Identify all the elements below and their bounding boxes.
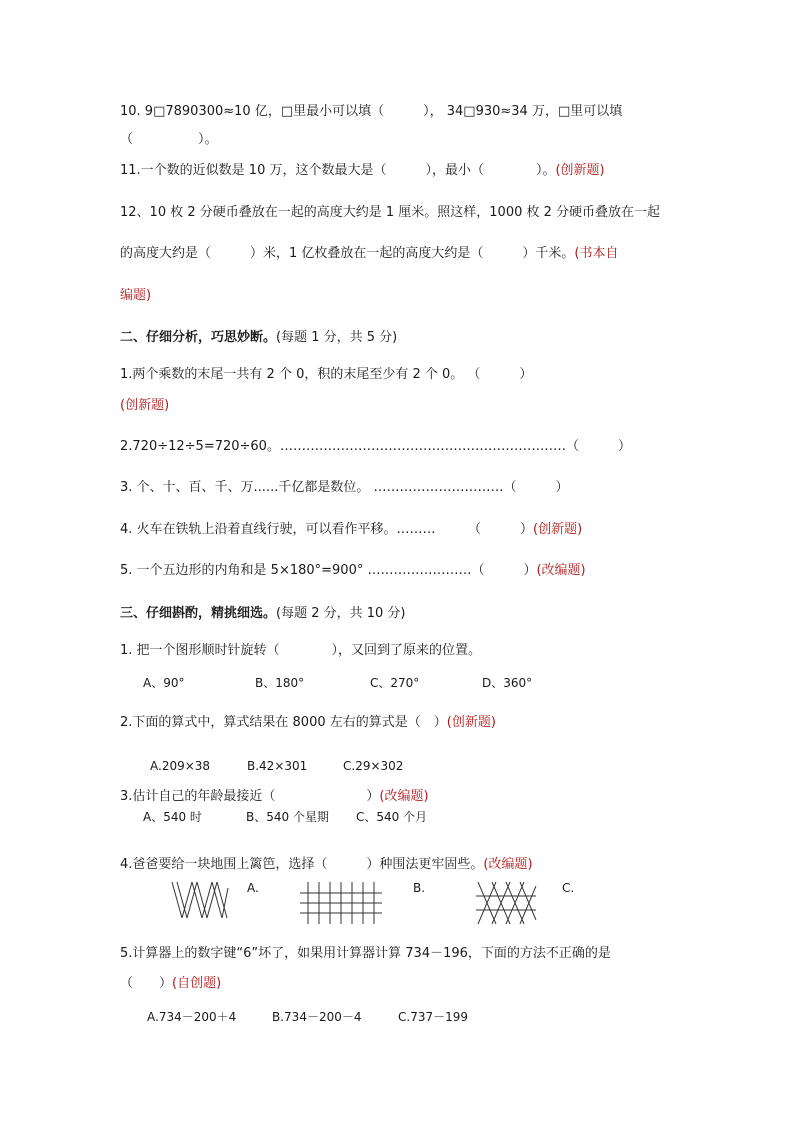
s2-q4-text: 4. 火车在铁轨上沿着直线行驶，可以看作平移。……… （ ） bbox=[120, 522, 534, 537]
s2-q4 bbox=[120, 521, 582, 539]
s3-q4-option-a: A. bbox=[247, 881, 259, 895]
s2-q3-text: 3. 个、十、百、千、万......千亿都是数位。 …………………………（ ） bbox=[120, 480, 569, 495]
s3-q1-option-d: D、360° bbox=[482, 676, 533, 690]
s3-q5-line1: 5.计算器上的数字键“6”坏了，如果用计算器计算 734－196，下面的方法不正确的是 bbox=[120, 946, 611, 961]
q10-line1: 10. 9□7890300≈10 亿，□里最小可以填（ ）， 34□930≈34 万，□里可以填 bbox=[120, 104, 623, 119]
s3-q4-option-c: C. bbox=[562, 881, 575, 895]
s3-q5-option-b: B.734－200－4 bbox=[272, 1010, 362, 1024]
section2-score: (每题 1 分，共 5 分) bbox=[276, 330, 398, 345]
q12-tag-part1: (书本自 bbox=[574, 246, 619, 261]
s2-q2-text: 2.720÷12÷5=720÷60。…………………………………………………………（ ） bbox=[120, 439, 631, 454]
section3-score: (每题 2 分，共 10 分) bbox=[276, 606, 406, 621]
section3-heading bbox=[120, 605, 406, 623]
s3-q1-option-c: C、270° bbox=[370, 676, 420, 690]
s3-q5-blank: （ ） bbox=[120, 976, 173, 991]
s3-q2 bbox=[120, 714, 496, 732]
s2-q4-tag: (创新题) bbox=[533, 522, 583, 537]
s3-q4-tag: (改编题) bbox=[483, 857, 533, 872]
q11-tag: (创新题) bbox=[555, 163, 605, 178]
s3-q5-tag: (自创题) bbox=[172, 976, 222, 991]
section2-title: 二、仔细分析，巧思妙断。 bbox=[120, 330, 277, 345]
s2-q5-text: 5. 一个五边形的内角和是 5×180°=900° ……………………（ ） bbox=[120, 563, 537, 578]
s3-q4-option-b: B. bbox=[413, 881, 426, 895]
q12-line1: 12、10 枚 2 分硬币叠放在一起的高度大约是 1 厘米。照这样，1000 枚 2 分硬币叠放在一起 bbox=[120, 205, 661, 220]
s3-q3-tag: (改编题) bbox=[379, 789, 429, 804]
s3-q5-line2 bbox=[120, 975, 221, 993]
s3-q5-option-c: C.737－199 bbox=[398, 1010, 469, 1024]
s2-q1-text: 1.两个乘数的末尾一共有 2 个 0，积的末尾至少有 2 个 0。 （ ） bbox=[120, 367, 533, 382]
s3-q2-option-b: B.42×301 bbox=[247, 759, 308, 773]
s3-q2-option-a: A.209×38 bbox=[150, 759, 211, 773]
s3-q2-text: 2.下面的算式中，算式结果在 8000 左右的算式是（ ） bbox=[120, 715, 447, 730]
s3-q2-tag: (创新题) bbox=[446, 715, 496, 730]
s3-q1-option-a: A、90° bbox=[143, 676, 185, 690]
s3-q1-text: 1. 把一个图形顺时针旋转（ ），又回到了原来的位置。 bbox=[120, 643, 482, 658]
q12-tag-part2: 编题) bbox=[120, 288, 152, 303]
s2-q5 bbox=[120, 562, 586, 580]
fence-grid-figure bbox=[298, 880, 384, 926]
q10-line2: （ ）。 bbox=[120, 132, 218, 147]
s2-q5-tag: (改编题) bbox=[536, 563, 586, 578]
fence-lattice-figure bbox=[474, 880, 538, 926]
fence-zigzag-figure bbox=[170, 880, 230, 920]
s3-q3 bbox=[120, 788, 429, 806]
s3-q5-option-a: A.734－200＋4 bbox=[147, 1010, 237, 1024]
section3-title: 三、仔细斟酌，精挑细选。 bbox=[120, 606, 277, 621]
s3-q4 bbox=[120, 856, 533, 874]
s3-q3-option-a: A、540 时 bbox=[143, 810, 202, 824]
s3-q3-option-b: B、540 个星期 bbox=[246, 810, 329, 824]
s3-q3-option-c: C、540 个月 bbox=[356, 810, 428, 824]
q11-text: 11.一个数的近似数是 10 万，这个数最大是（ ），最小（ ）。 bbox=[120, 163, 556, 178]
s3-q3-text: 3.估计自己的年龄最接近（ ） bbox=[120, 789, 380, 804]
s3-q4-text: 4.爸爸要给一块地围上篱笆，选择（ ）种围法更牢固些。 bbox=[120, 857, 484, 872]
q11 bbox=[120, 162, 605, 180]
q12-line2 bbox=[120, 245, 618, 263]
s3-q1-option-b: B、180° bbox=[255, 676, 305, 690]
s2-q1-tag: (创新题) bbox=[120, 398, 170, 413]
q12-line2-text: 的高度大约是（ ）米，1 亿枚叠放在一起的高度大约是（ ）千米。 bbox=[120, 246, 575, 261]
s3-q2-option-c: C.29×302 bbox=[343, 759, 404, 773]
section2-heading bbox=[120, 329, 397, 347]
